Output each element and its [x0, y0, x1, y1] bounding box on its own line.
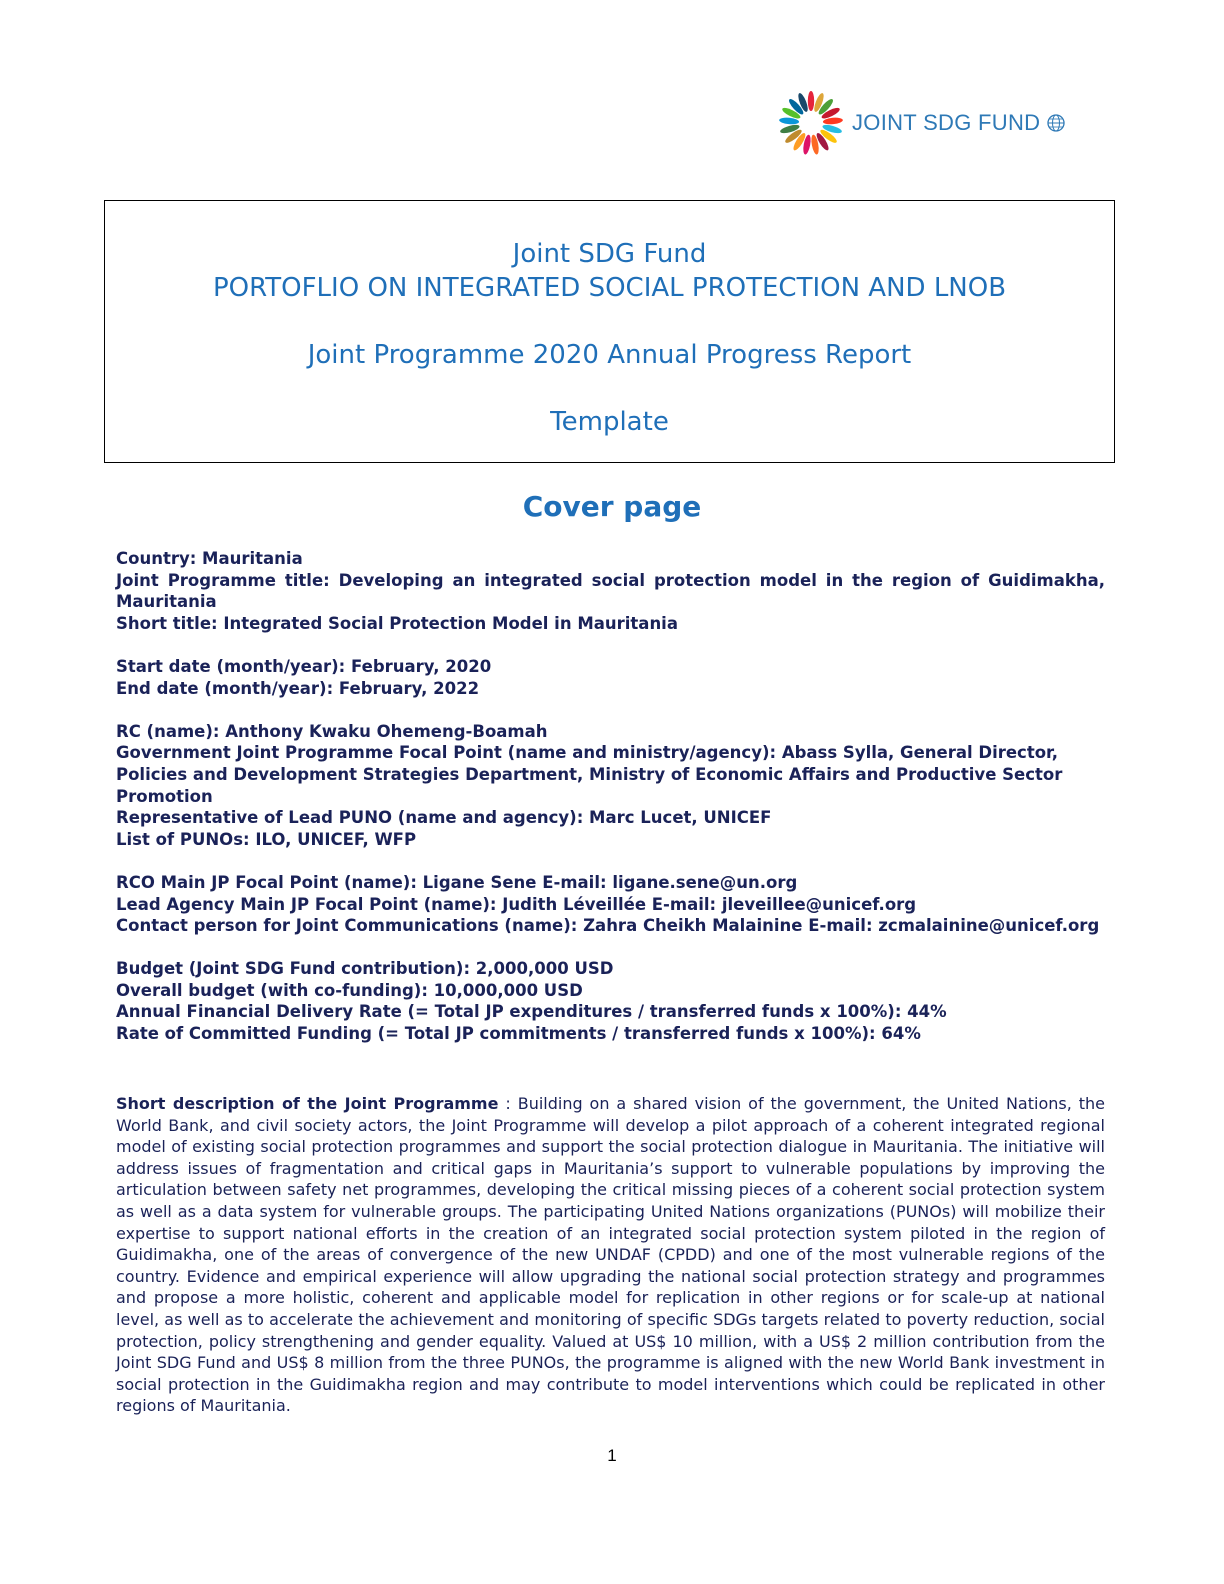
- field-government-focal-point: Government Joint Programme Focal Point (name and ministry/agency): Abass Sylla, General Director, Policies and Development Strategies Department, Ministry of Economic Affairs and Productive Sector Promotion: [116, 743, 1063, 806]
- sdg-wheel-icon: [776, 88, 846, 158]
- field-jp-title: Joint Programme title: Developing an integrated social protection model in the region of Guidimakha, Mauritania: [116, 570, 1105, 612]
- field-rc: RC (name): Anthony Kwaku Ohemeng-Boamah: [116, 721, 548, 741]
- description-text: : Building on a shared vision of the government, the United Nations, the World Bank, and civil society actors, the Joint Programme will develop a pilot approach of a coherent integrated regional model of existing social protection programmes and support the social protection dialogue in Mauritania. The initiative will address issues of fragmentation and critical gaps in Mauritania’s support to vulnerable populations by improving the articulation between safety net programmes, developing the critical missing pieces of a coherent social protection system as well as a data system for vulnerable groups. The participating United Nations organizations (PUNOs) will mobilize their expertise to support national efforts in the creation of an integrated social protection system piloted in the region of Guidimakha, one of the areas of convergence of the new UNDAF (CPDD) and one of the most vulnerable regions of the country. Evidence and empirical experience will allow upgrading the national social protection strategy and programmes and propose a more holistic, coherent and applicable model for replication in other regions or for scale-up at national level, as well as to accelerate the achievement and monitoring of specific SDGs targets related to poverty reduction, social protection, policy strengthening and gender equality. Valued at US$ 10 million, with a US$ 2 million contribution from the Joint SDG Fund and US$ 8 million from the three PUNOs, the programme is aligned with the new World Bank investment in social protection in the Guidimakha region and may contribute to model interventions which could be replicated in other regions of Mauritania.: [116, 1094, 1105, 1416]
- logo-text: JOINT SDG FUND: [852, 110, 1041, 135]
- field-communications-contact: Contact person for Joint Communications (name): Zahra Cheikh Malainine E-mail: zcmalainine@unicef.org: [116, 916, 1100, 936]
- field-punos: List of PUNOs: ILO, UNICEF, WFP: [116, 829, 417, 849]
- field-lead-agency-focal-point: Lead Agency Main JP Focal Point (name): Judith Léveillée E-mail: jleveillee@unicef.org: [116, 894, 917, 914]
- title-portfolio: PORTOFLIO ON INTEGRATED SOCIAL PROTECTION AND LNOB: [212, 273, 1007, 303]
- field-short-title: Short title: Integrated Social Protection Model in Mauritania: [116, 613, 678, 633]
- short-description: [116, 1093, 1105, 1417]
- field-rco-focal-point: RCO Main JP Focal Point (name): Ligane Sene E-mail: ligane.sene@un.org: [116, 872, 798, 892]
- field-overall-budget: Overall budget (with co-funding): 10,000,000 USD: [116, 980, 583, 1000]
- cover-page-heading: Cover page: [522, 490, 702, 523]
- cover-fields: [116, 548, 1105, 1045]
- un-emblem-icon: [1046, 113, 1066, 133]
- field-lead-puno: Representative of Lead PUNO (name and agency): Marc Lucet, UNICEF: [116, 808, 772, 828]
- field-budget: Budget (Joint SDG Fund contribution): 2,000,000 USD: [116, 959, 614, 979]
- sdg-petal: [808, 91, 814, 111]
- field-country: Country: Mauritania: [116, 549, 303, 568]
- title-template: Template: [550, 407, 669, 437]
- field-committed-rate: Rate of Committed Funding (= Total JP commitments / transferred funds x 100%): 64%: [116, 1024, 921, 1044]
- title-fund: Joint SDG Fund: [512, 239, 707, 269]
- field-delivery-rate: Annual Financial Delivery Rate (= Total JP expenditures / transferred funds x 100%): 44%: [116, 1002, 947, 1022]
- title-report: Joint Programme 2020 Annual Progress Report: [307, 340, 912, 370]
- field-end-date: End date (month/year): February, 2022: [116, 678, 480, 698]
- description-label: Short description of the Joint Programme: [116, 1094, 499, 1113]
- joint-sdg-fund-logo: [776, 88, 1066, 158]
- page-number: 1: [607, 1446, 617, 1465]
- title-box: [104, 200, 1115, 463]
- field-start-date: Start date (month/year): February, 2020: [116, 656, 492, 676]
